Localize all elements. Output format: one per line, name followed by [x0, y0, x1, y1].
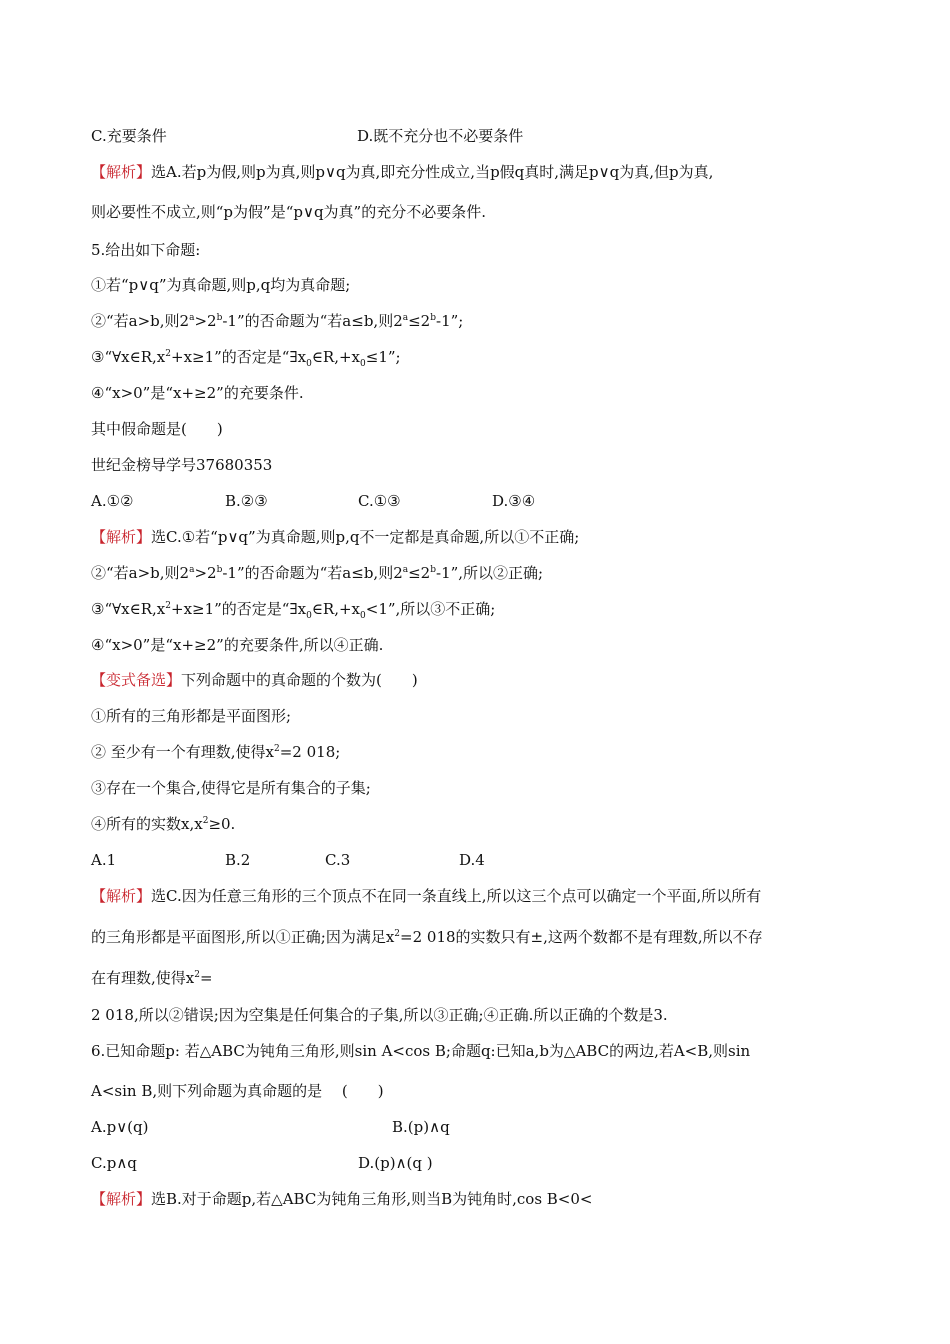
q4-analysis-line-1 [91, 162, 713, 182]
variant-item-1: ①所有的三角形都是平面图形; [91, 707, 292, 725]
q6-option-c: C.p∧q [91, 1154, 137, 1172]
variant-option-a: A.1 [91, 851, 117, 869]
variant-option-b: B.2 [225, 851, 251, 869]
analysis-tag: 【解析】 [91, 1190, 152, 1208]
q5-analysis-line-2: ②“若a>b,则$2^a>2^b-1$”的否命题为“若a≤b,则$2^a\le 2^b-1$”,所以②正确; [91, 564, 544, 582]
q5-option-b: B.②③ [225, 492, 268, 510]
variant-analysis-line-2: 的三角形都是平面图形,所以①正确;因为满足$x^2=2$ 018的实数只有±,这两个数都不是有理数,所以不存 [91, 928, 763, 946]
q6-option-b: B.(p)∧q [392, 1118, 450, 1136]
q5-item-2: ②“若a>b,则$2^a>2^b-1$”的否命题为“若a≤b,则$2^a\le 2^b-1$”; [91, 312, 464, 330]
q6-analysis-line-1: 【解析】选B.对于命题p,若△ABC为钝角三角形,则当B为钝角时,cos B<0< [91, 1190, 593, 1208]
q6-stem-line-2: A<sin B,则下列命题为真命题的是 ( ) [91, 1082, 384, 1100]
analysis-tag: 【解析】 [91, 163, 152, 181]
variant-option-c: C.3 [325, 851, 351, 869]
variant-item-2: ② 至少有一个有理数,使得$x^2=2$ 018; [91, 743, 341, 761]
q5-item-1: ①若“p∨q”为真命题,则p,q均为真命题; [91, 276, 351, 294]
q5-ask: 其中假命题是( ) [91, 420, 223, 438]
q5-option-d: D.③④ [492, 492, 536, 510]
variant-item-4: ④所有的实数$x,x^2\ge 0$. [91, 815, 236, 833]
variant-stem: 【变式备选】下列命题中的真命题的个数为( ) [91, 671, 418, 689]
analysis-tag: 【解析】 [91, 887, 152, 905]
q5-option-c: C.①③ [358, 492, 401, 510]
variant-analysis-line-4: 2 018,所以②错误;因为空集是任何集合的子集,所以③正确;④正确.所以正确的个数是3. [91, 1006, 668, 1024]
variant-tag: 【变式备选】 [91, 671, 182, 689]
q6-option-a: A.p∨(q) [91, 1118, 149, 1136]
q5-item-3: $③“\forall x\in R,x^2+x\ge 1$”的否定是“$\exists x_0\in R,+x_0\le 1$”; [91, 348, 401, 369]
q5-stem: 5.给出如下命题: [91, 241, 201, 259]
q5-option-a: A.①② [91, 492, 134, 510]
variant-item-3: ③存在一个集合,使得它是所有集合的子集; [91, 779, 371, 797]
q5-analysis-line-4: ④“x>0”是“x+≥2”的充要条件,所以④正确. [91, 636, 384, 654]
q5-analysis-line-1: 【解析】选C.①若“p∨q”为真命题,则p,q不一定都是真命题,所以①不正确; [91, 528, 580, 546]
variant-analysis-line-3: 在有理数,使得$x^2=$ [91, 969, 213, 987]
q4-analysis-line-2: 则必要性不成立,则“p为假”是“p∨q为真”的充分不必要条件. [91, 203, 486, 221]
variant-option-d: D.4 [459, 851, 485, 869]
q5-analysis-line-3: $③“\forall x\in R,x^2+x\ge 1$”的否定是“$\exists x_0\in R,+x_0<1$”,所以③不正确; [91, 600, 496, 621]
q5-code: 世纪金榜导学号37680353 [91, 456, 273, 474]
q6-stem-line-1: 6.已知命题p: 若△ABC为钝角三角形,则sin A<cos B;命题q:已知a,b为△ABC的两边,若A<B,则sin [91, 1042, 751, 1060]
q4-option-c: C.充要条件 [91, 127, 167, 145]
q6-option-d: D.(p)∧(q ) [358, 1154, 433, 1172]
q5-item-4: ④“x>0”是“x+≥2”的充要条件. [91, 384, 304, 402]
q4-analysis-text: 选A.若p为假,则p为真,则p∨q为真,即充分性成立,当p假q真时,满足p∨q为真,但p为真, [151, 163, 714, 181]
variant-analysis-line-1: 【解析】选C.因为任意三角形的三个顶点不在同一条直线上,所以这三个点可以确定一个平面,所以所有 [91, 887, 762, 905]
q4-option-d: D.既不充分也不必要条件 [357, 127, 524, 145]
analysis-tag: 【解析】 [91, 528, 152, 546]
